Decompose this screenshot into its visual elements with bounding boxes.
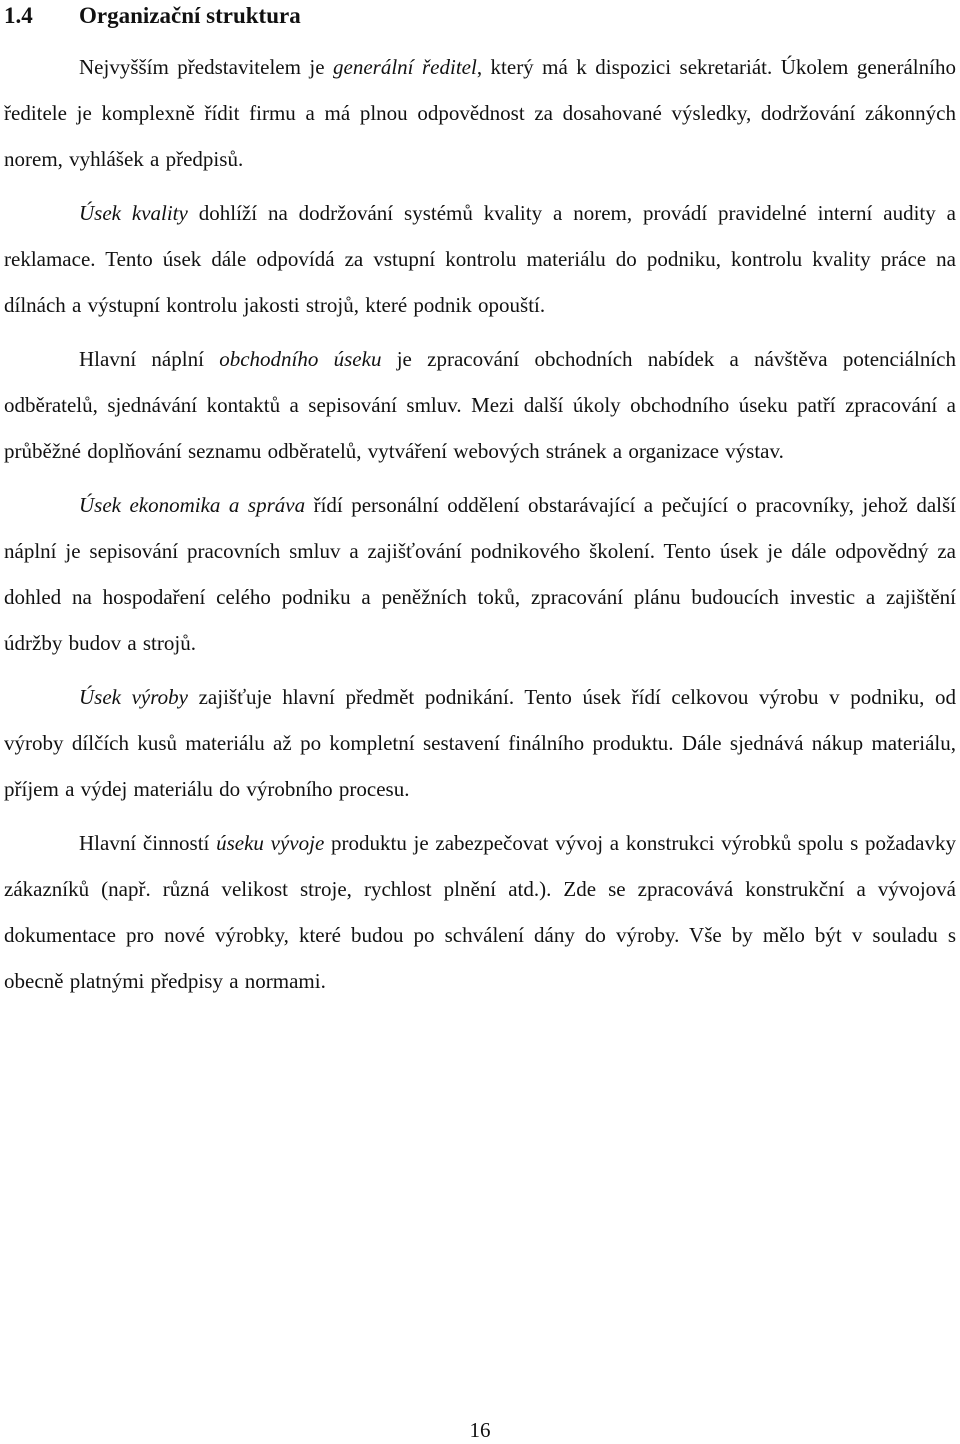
paragraph-p5 xyxy=(4,674,956,812)
text-segment: , který má k dispozici sekretariát. Úkolem generálního ředitele je komplexně řídit firmu a má plnou odpovědnost za dosahované výsledky, dodržování zákonných norem, vyhlášek a předpisů. xyxy=(4,55,956,171)
section-title: Organizační struktura xyxy=(79,3,301,28)
paragraph-p2 xyxy=(4,190,956,328)
paragraph-p4 xyxy=(4,482,956,666)
text-segment: zajišťuje hlavní předmět podnikání. Tento úsek řídí celkovou výrobu v podniku, od výroby dílčích kusů materiálu až po kompletní sestavení finálního produktu. Dále sjednává nákup materiálu, příjem a výdej materiálu do výrobního procesu. xyxy=(4,685,956,801)
page-number: 16 xyxy=(469,1418,491,1442)
text-segment: produktu je zabezpečovat vývoj a konstrukci výrobků spolu s požadavky zákazníků (např. různá velikost stroje, rychlost plnění atd.). Zde se zpracovává konstrukční a vývojová dokumentace pro nové výrobky, které budou po schválení dány do výroby. Vše by mělo být v souladu s obecně platnými předpisy a normami. xyxy=(4,831,956,993)
text-segment: Nejvyšším představitelem je xyxy=(79,55,334,79)
italic-term: úseku vývoje xyxy=(216,831,325,855)
section-heading xyxy=(4,2,956,30)
document-body xyxy=(4,44,956,1004)
text-segment: Hlavní činností xyxy=(79,831,217,855)
italic-term: Úsek ekonomika a správa xyxy=(79,493,306,517)
paragraph-p6 xyxy=(4,820,956,1004)
text-segment: řídí personální oddělení obstarávající a pečující o pracovníky, jehož další náplní je sepisování pracovních smluv a zajišťování podnikového školení. Tento úsek je dále odpovědný za dohled na hospodaření celého podniku a peněžních toků, zpracování plánu budoucích investic a zajištění údržby budov a strojů. xyxy=(4,493,957,655)
text-segment: je zpracování obchodních nabídek a návštěva potenciálních odběratelů, sjednávání kontaktů a sepisování smluv. Mezi další úkoly obchodního úseku patří zpracování a průběžné doplňování seznamu odběratelů, vytváření webových stránek a organizace výstav. xyxy=(4,347,956,463)
italic-term: generální ředitel xyxy=(333,55,477,79)
section-number: 1.4 xyxy=(4,3,33,28)
text-segment: Hlavní náplní xyxy=(79,347,220,371)
paragraph-p1 xyxy=(4,44,956,182)
italic-term: Úsek výroby xyxy=(79,685,188,709)
italic-term: obchodního úseku xyxy=(219,347,382,371)
paragraph-p3 xyxy=(4,336,956,474)
text-segment: dohlíží na dodržování systémů kvality a norem, provádí pravidelné interní audity a reklamace. Tento úsek dále odpovídá za vstupní kontrolu materiálu do podniku, kontrolu kvality práce na dílnách a výstupní kontrolu jakosti strojů, které podnik opouští. xyxy=(4,201,956,317)
italic-term: Úsek kvality xyxy=(79,201,188,225)
